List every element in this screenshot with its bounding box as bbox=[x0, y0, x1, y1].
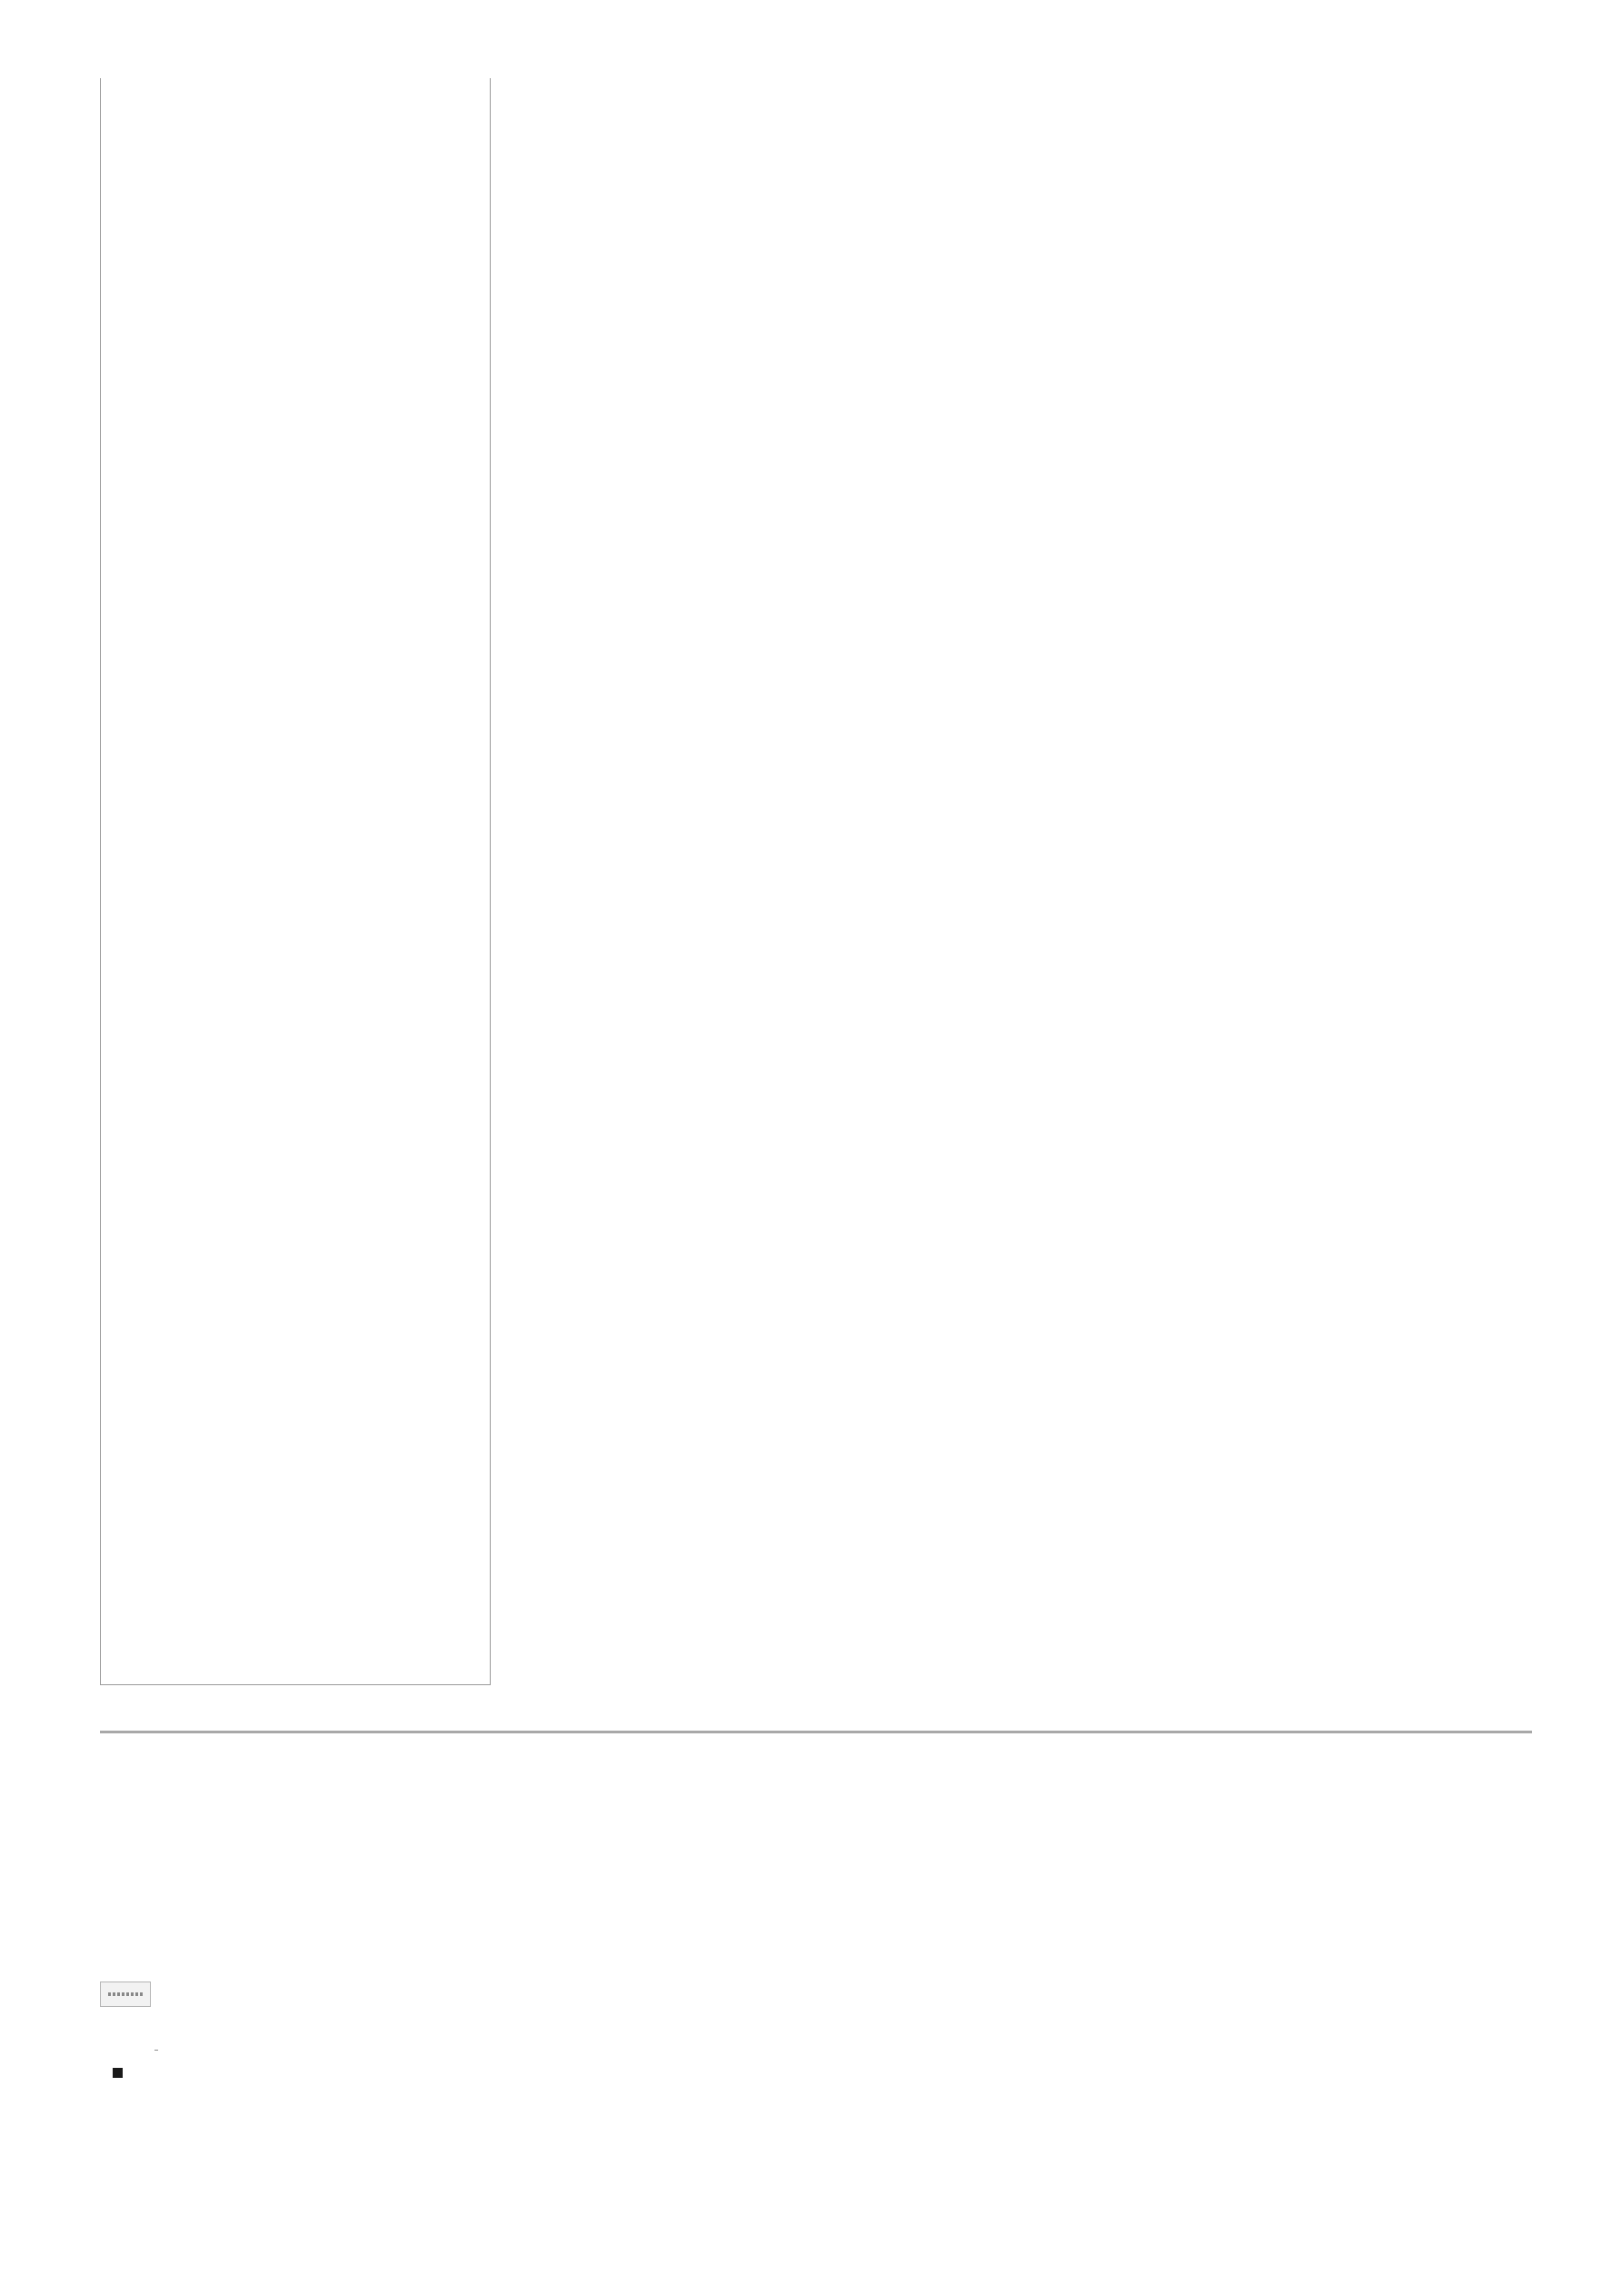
afghanistan-flag-icon bbox=[100, 1982, 151, 2007]
section-heading bbox=[100, 1725, 1532, 1733]
table-of-contents bbox=[100, 78, 491, 1685]
force-link[interactable] bbox=[154, 2049, 158, 2051]
bullet-icon bbox=[113, 2068, 123, 2078]
country-heading bbox=[100, 1969, 162, 2020]
